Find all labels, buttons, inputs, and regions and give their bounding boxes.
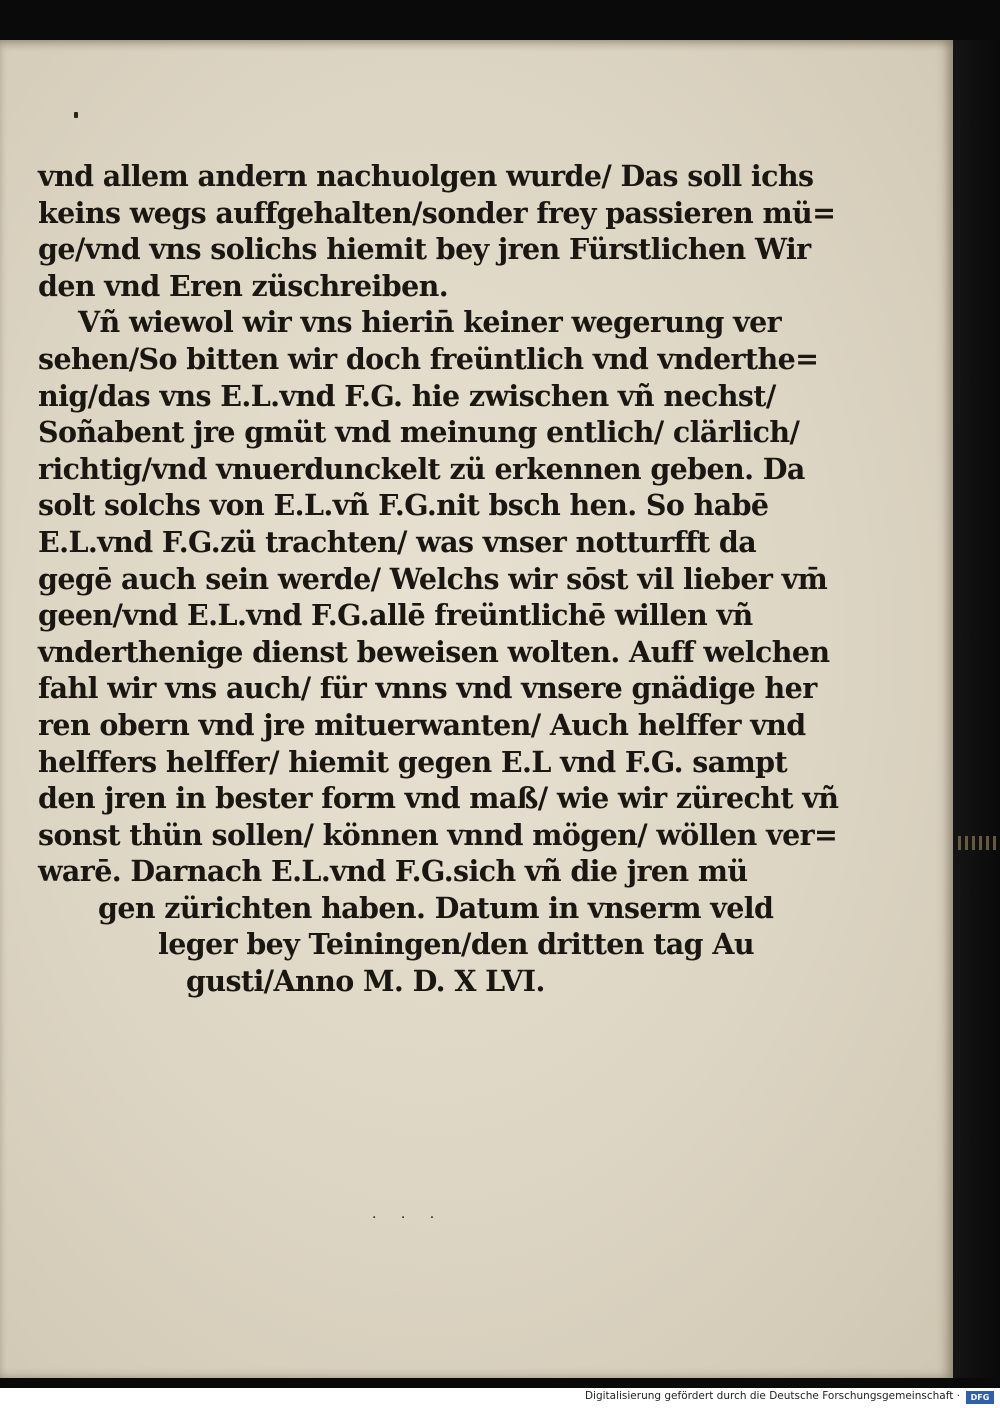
book-page — [0, 40, 953, 1378]
edge-stitching — [958, 836, 1000, 850]
text-line-5: Vñ wiewol wir vns hierin̄ keiner wegerung ver — [78, 305, 782, 340]
dfg-logo-icon: DFG — [966, 1391, 994, 1404]
text-line-15: fahl wir vns auch/ für vnns vnd vnsere gnädige her — [38, 671, 817, 706]
text-line-4: den vnd Eren züschreiben. — [38, 268, 449, 303]
text-line-12: gegē auch sein werde/ Welchs wir sōst vil lieber vm̄ — [38, 561, 828, 596]
text-line-14: vnderthenige dienst beweisen wolten. Auff welchen — [38, 634, 830, 669]
text-line-17: helffers helffer/ hiemit gegen E.L vnd F.G. sampt — [38, 744, 788, 779]
bottom-ornament: · · · — [372, 1210, 445, 1226]
text-line-22: leger bey Teiningen/den dritten tag Au — [158, 927, 754, 962]
text-line-20: warē. Darnach E.L.vnd F.G.sich vñ die jren mü — [38, 854, 748, 889]
text-line-10: solt solchs von E.L.vñ F.G.nit bsch hen. So habē — [38, 488, 769, 523]
text-line-9: richtig/vnd vnuerdunckelt zü erkennen geben. Da — [38, 451, 805, 486]
text-line-3: ge/vnd vns solichs hiemit bey jren Fürstlichen Wir — [38, 232, 811, 267]
text-line-16: ren obern vnd jre mituerwanten/ Auch helffer vnd — [38, 707, 806, 742]
text-line-2: keins wegs auffgehalten/sonder frey passieren mü= — [38, 195, 836, 230]
text-line-23: gusti/Anno M. D. X LVI. — [186, 964, 545, 999]
ink-speck — [74, 112, 78, 118]
footer-bar — [0, 1388, 1000, 1408]
text-line-11: E.L.vnd F.G.zü trachten/ was vnser notturfft da — [38, 524, 757, 559]
text-line-21: gen zürichten haben. Datum in vnserm veld — [98, 890, 774, 925]
page-text — [38, 158, 839, 1000]
text-line-6: sehen/So bitten wir doch freüntlich vnd vnderthe= — [38, 341, 819, 376]
text-line-1: vnd allem andern nachuolgen wurde/ Das soll ichs — [38, 159, 814, 193]
book-edge — [953, 40, 1000, 1378]
text-line-18: den jren in bester form vnd maß/ wie wir zürecht vñ — [38, 781, 839, 816]
text-line-13: geen/vnd E.L.vnd F.G.allē freüntlichē willen vñ — [38, 598, 753, 633]
text-line-8: Soñabent jre gmüt vnd meinung entlich/ clärlich/ — [38, 415, 800, 450]
text-line-19: sonst thün sollen/ können vnnd mögen/ wöllen ver= — [38, 817, 838, 852]
text-line-7: nig/das vns E.L.vnd F.G. hie zwischen vñ nechst/ — [38, 378, 776, 413]
funding-credit: Digitalisierung gefördert durch die Deutsche Forschungsgemeinschaft · — [584, 1390, 960, 1402]
